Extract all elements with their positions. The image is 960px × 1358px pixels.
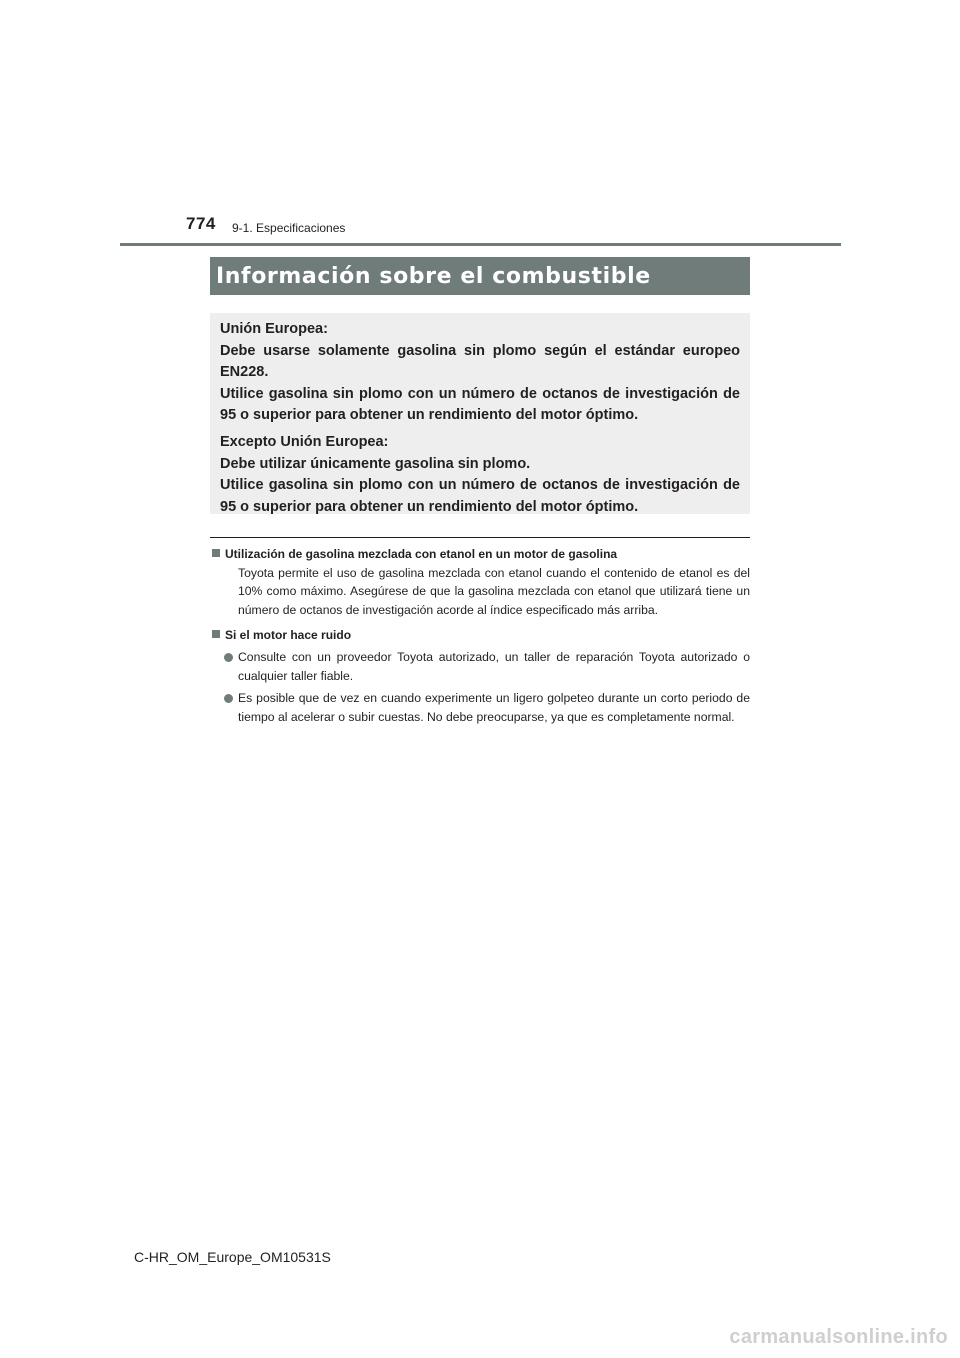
noise-bullet-2: Es posible que de vez en cuando experimente un ligero golpeteo durante un corto periodo de tiempo al acelerar o subir cuestas. No debe preocuparse, ya que es completamente normal. bbox=[238, 691, 750, 724]
noise-heading-text: Si el motor hace ruido bbox=[225, 628, 352, 643]
title-bar bbox=[210, 257, 750, 295]
noise-bullet-1: Consulte con un proveedor Toyota autorizado, un taller de reparación Toyota autorizado o cualquier taller fiable. bbox=[238, 649, 750, 683]
noise-heading bbox=[210, 626, 750, 645]
eu-heading: Unión Europea: bbox=[220, 321, 328, 337]
content-divider bbox=[210, 537, 750, 538]
fuel-info-box bbox=[210, 313, 750, 514]
non-eu-block bbox=[220, 432, 740, 518]
ethanol-paragraph: Toyota permite el uso de gasolina mezclada con etanol cuando el contenido de etanol es del 10% como máximo. Asegúrese de que la gasolina mezclada con etanol que utilizará tiene un número de octanos de investigación acorde al índice especificado más arriba. bbox=[238, 565, 750, 617]
watermark: carmanualsonline.info bbox=[729, 1326, 948, 1348]
section-name: 9-1. Especificaciones bbox=[232, 221, 346, 235]
non-eu-line-2: Utilice gasolina sin plomo con un número de octanos de investigación de 95 o superior para obtener un rendimiento del motor óptimo. bbox=[220, 477, 740, 515]
list-item bbox=[224, 689, 750, 726]
noise-section bbox=[210, 626, 750, 726]
non-eu-heading: Excepto Unión Europea: bbox=[220, 433, 389, 450]
eu-line-2: Utilice gasolina sin plomo con un número de octanos de investigación de 95 o superior para obtener un rendimiento del motor óptimo. bbox=[220, 385, 740, 424]
header-rule bbox=[120, 243, 841, 246]
circle-bullet-icon bbox=[224, 653, 233, 662]
non-eu-line-1: Debe utilizar únicamente gasolina sin plomo. bbox=[220, 455, 531, 472]
eu-line-1: Debe usarse solamente gasolina sin plomo según el estándar europeo EN228. bbox=[220, 342, 740, 381]
circle-bullet-icon bbox=[224, 694, 233, 703]
ethanol-heading-text: Utilización de gasolina mezclada con etanol en un motor de gasolina bbox=[225, 547, 618, 561]
square-bullet-icon bbox=[212, 549, 220, 557]
page-number: 774 bbox=[186, 214, 216, 233]
page-title: Información sobre el combustible bbox=[216, 263, 651, 289]
square-bullet-icon bbox=[212, 630, 220, 638]
ethanol-section bbox=[210, 545, 750, 619]
list-item bbox=[224, 648, 750, 685]
footer-code: C-HR_OM_Europe_OM10531S bbox=[134, 1249, 331, 1265]
ethanol-heading bbox=[210, 545, 750, 564]
eu-block bbox=[220, 319, 740, 427]
content-body bbox=[210, 545, 750, 733]
